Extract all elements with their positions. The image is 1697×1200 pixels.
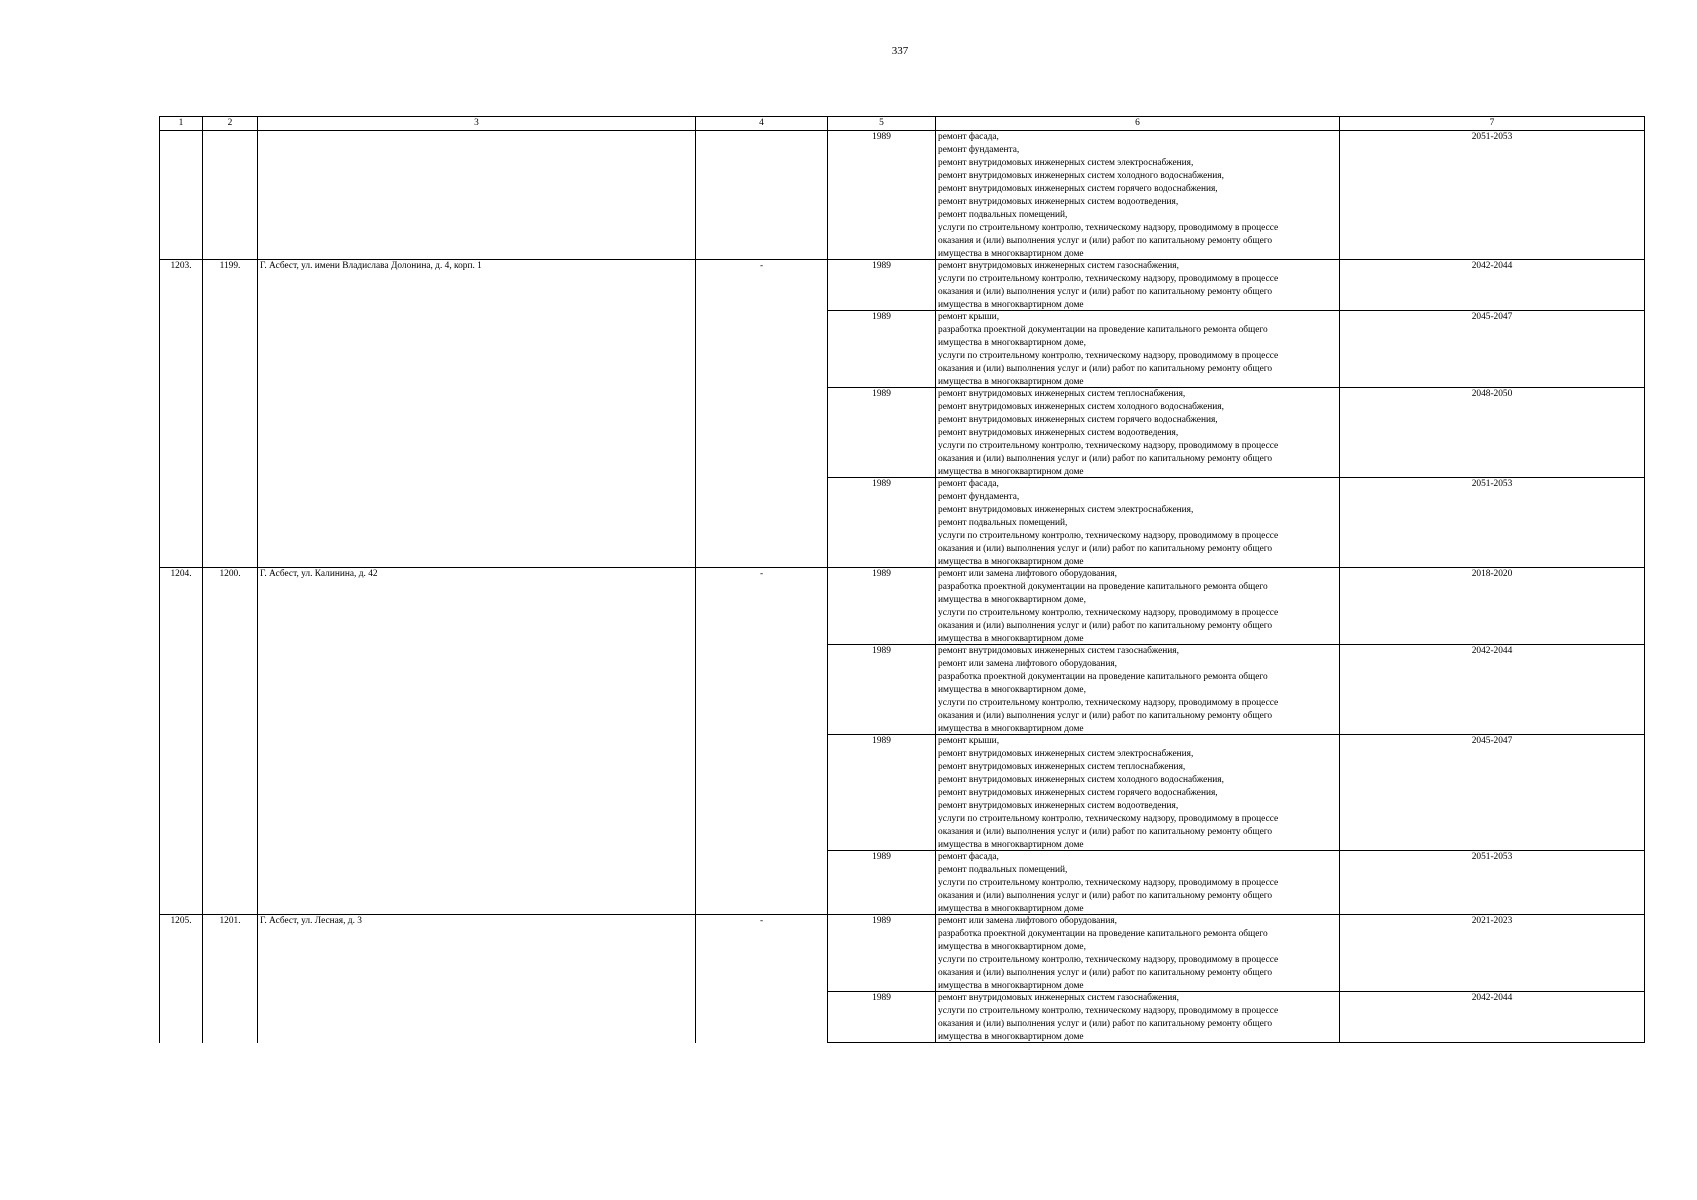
period-cell: 2018-2020	[1340, 568, 1645, 645]
work-item: ремонт внутридомовых инженерных систем холодного водоснабжения,	[938, 171, 1224, 181]
works-cell	[936, 131, 1340, 260]
works-cell	[936, 388, 1340, 478]
period-cell: 2051-2053	[1340, 478, 1645, 568]
work-item: ремонт фасада,	[938, 852, 999, 862]
house-id-cell	[203, 735, 258, 851]
year-cell: 1989	[828, 915, 936, 992]
work-item: имущества в многоквартирном доме,	[938, 685, 1086, 695]
work-item: имущества в многоквартирном доме	[938, 249, 1084, 259]
work-item: ремонт фасада,	[938, 132, 999, 142]
work-item: услуги по строительному контролю, техническому надзору, проводимому в процессе	[938, 441, 1279, 451]
work-item: оказания и (или) выполнения услуг и (или) работ по капитальному ремонту общего	[938, 1019, 1273, 1029]
year-cell: 1989	[828, 260, 936, 311]
work-item: имущества в многоквартирном доме	[938, 1032, 1084, 1042]
work-item: имущества в многоквартирном доме	[938, 981, 1084, 991]
work-item: разработка проектной документации на проведение капитального ремонта общего	[938, 672, 1268, 682]
address-cell	[258, 992, 696, 1043]
work-item: оказания и (или) выполнения услуг и (или) работ по капитальному ремонту общего	[938, 891, 1273, 901]
work-item: услуги по строительному контролю, техническому надзору, проводимому в процессе	[938, 223, 1279, 233]
work-item: услуги по строительному контролю, техническому надзору, проводимому в процессе	[938, 1006, 1279, 1016]
address-cell	[258, 311, 696, 388]
work-item: разработка проектной документации на проведение капитального ремонта общего	[938, 325, 1268, 335]
row-number-cell: 1205.	[160, 915, 203, 992]
works-cell	[936, 992, 1340, 1043]
house-id-cell: 1199.	[203, 260, 258, 311]
house-id-cell	[203, 131, 258, 260]
work-item: ремонт подвальных помещений,	[938, 210, 1068, 220]
table-body	[160, 131, 1645, 1043]
work-item: ремонт внутридомовых инженерных систем теплоснабжения,	[938, 762, 1186, 772]
work-item: разработка проектной документации на проведение капитального ремонта общего	[938, 582, 1268, 592]
table-row	[160, 992, 1645, 1043]
work-item: ремонт внутридомовых инженерных систем теплоснабжения,	[938, 389, 1186, 399]
capital-repair-table	[159, 116, 1645, 1043]
house-id-cell	[203, 311, 258, 388]
work-item: ремонт крыши,	[938, 312, 1000, 322]
house-id-cell	[203, 851, 258, 915]
period-cell: 2042-2044	[1340, 992, 1645, 1043]
period-cell: 2042-2044	[1340, 260, 1645, 311]
header-row	[160, 117, 1645, 131]
col4-cell	[696, 645, 828, 735]
work-item: оказания и (или) выполнения услуг и (или) работ по капитальному ремонту общего	[938, 364, 1273, 374]
table-row	[160, 851, 1645, 915]
work-item: имущества в многоквартирном доме	[938, 557, 1084, 567]
work-item: ремонт фасада,	[938, 479, 999, 489]
header-col-3: 3	[258, 117, 696, 131]
table-row	[160, 388, 1645, 478]
period-cell: 2045-2047	[1340, 311, 1645, 388]
table-row	[160, 735, 1645, 851]
work-item: ремонт или замена лифтового оборудования,	[938, 569, 1118, 579]
header-col-5: 5	[828, 117, 936, 131]
work-item: ремонт внутридомовых инженерных систем электроснабжения,	[938, 749, 1194, 759]
header-col-2: 2	[203, 117, 258, 131]
work-item: ремонт фундамента,	[938, 145, 1020, 155]
work-item: имущества в многоквартирном доме	[938, 724, 1084, 734]
work-item: ремонт внутридомовых инженерных систем электроснабжения,	[938, 505, 1194, 515]
table-row	[160, 568, 1645, 645]
work-item: ремонт крыши,	[938, 736, 1000, 746]
year-cell: 1989	[828, 388, 936, 478]
works-cell	[936, 311, 1340, 388]
house-id-cell	[203, 478, 258, 568]
year-cell: 1989	[828, 478, 936, 568]
house-id-cell	[203, 992, 258, 1043]
work-item: услуги по строительному контролю, техническому надзору, проводимому в процессе	[938, 351, 1279, 361]
work-item: имущества в многоквартирном доме,	[938, 338, 1086, 348]
row-number-cell	[160, 992, 203, 1043]
work-item: услуги по строительному контролю, техническому надзору, проводимому в процессе	[938, 698, 1279, 708]
col4-cell: -	[696, 915, 828, 992]
page-number: 337	[891, 45, 909, 57]
work-item: ремонт или замена лифтового оборудования,	[938, 659, 1118, 669]
col4-cell	[696, 478, 828, 568]
work-item: оказания и (или) выполнения услуг и (или) работ по капитальному ремонту общего	[938, 621, 1273, 631]
work-item: ремонт внутридомовых инженерных систем холодного водоснабжения,	[938, 402, 1224, 412]
col4-cell: -	[696, 260, 828, 311]
address-cell	[258, 388, 696, 478]
table-row	[160, 645, 1645, 735]
work-item: разработка проектной документации на проведение капитального ремонта общего	[938, 929, 1268, 939]
year-cell: 1989	[828, 131, 936, 260]
work-item: ремонт внутридомовых инженерных систем водоотведения,	[938, 197, 1179, 207]
table-row	[160, 478, 1645, 568]
address-cell	[258, 735, 696, 851]
work-item: ремонт фундамента,	[938, 492, 1020, 502]
works-cell	[936, 915, 1340, 992]
works-cell	[936, 260, 1340, 311]
work-item: оказания и (или) выполнения услуг и (или) работ по капитальному ремонту общего	[938, 711, 1273, 721]
col4-cell	[696, 992, 828, 1043]
row-number-cell	[160, 311, 203, 388]
address-cell	[258, 478, 696, 568]
table-row	[160, 260, 1645, 311]
work-item: ремонт внутридомовых инженерных систем газоснабжения,	[938, 993, 1179, 1003]
header-col-1: 1	[160, 117, 203, 131]
work-item: ремонт подвальных помещений,	[938, 865, 1068, 875]
period-cell: 2051-2053	[1340, 851, 1645, 915]
work-item: ремонт внутридомовых инженерных систем водоотведения,	[938, 801, 1179, 811]
house-id-cell	[203, 645, 258, 735]
work-item: ремонт внутридомовых инженерных систем водоотведения,	[938, 428, 1179, 438]
row-number-cell	[160, 478, 203, 568]
year-cell: 1989	[828, 735, 936, 851]
row-number-cell	[160, 735, 203, 851]
year-cell: 1989	[828, 311, 936, 388]
work-item: имущества в многоквартирном доме	[938, 467, 1084, 477]
work-item: ремонт или замена лифтового оборудования,	[938, 916, 1118, 926]
work-item: услуги по строительному контролю, техническому надзору, проводимому в процессе	[938, 878, 1279, 888]
work-item: имущества в многоквартирном доме	[938, 300, 1084, 310]
work-item: ремонт внутридомовых инженерных систем горячего водоснабжения,	[938, 184, 1218, 194]
work-item: ремонт внутридомовых инженерных систем холодного водоснабжения,	[938, 775, 1224, 785]
work-item: ремонт внутридомовых инженерных систем газоснабжения,	[938, 261, 1179, 271]
table-row	[160, 915, 1645, 992]
row-number-cell: 1204.	[160, 568, 203, 645]
work-item: имущества в многоквартирном доме	[938, 377, 1084, 387]
address-cell	[258, 851, 696, 915]
col4-cell	[696, 388, 828, 478]
works-cell	[936, 478, 1340, 568]
works-cell	[936, 645, 1340, 735]
work-item: оказания и (или) выполнения услуг и (или) работ по капитальному ремонту общего	[938, 968, 1273, 978]
year-cell: 1989	[828, 645, 936, 735]
period-cell: 2051-2053	[1340, 131, 1645, 260]
work-item: ремонт внутридомовых инженерных систем горячего водоснабжения,	[938, 415, 1218, 425]
work-item: оказания и (или) выполнения услуг и (или) работ по капитальному ремонту общего	[938, 236, 1273, 246]
address-cell: Г. Асбест, ул. имени Владислава Долонина, д. 4, корп. 1	[258, 260, 696, 311]
work-item: имущества в многоквартирном доме	[938, 904, 1084, 914]
work-item: имущества в многоквартирном доме,	[938, 595, 1086, 605]
house-id-cell: 1200.	[203, 568, 258, 645]
year-cell: 1989	[828, 851, 936, 915]
period-cell: 2045-2047	[1340, 735, 1645, 851]
year-cell: 1989	[828, 992, 936, 1043]
work-item: ремонт внутридомовых инженерных систем электроснабжения,	[938, 158, 1194, 168]
house-id-cell: 1201.	[203, 915, 258, 992]
row-number-cell	[160, 388, 203, 478]
work-item: имущества в многоквартирном доме	[938, 840, 1084, 850]
work-item: услуги по строительному контролю, техническому надзору, проводимому в процессе	[938, 608, 1279, 618]
work-item: оказания и (или) выполнения услуг и (или) работ по капитальному ремонту общего	[938, 287, 1273, 297]
work-item: имущества в многоквартирном доме	[938, 634, 1084, 644]
address-cell	[258, 645, 696, 735]
work-item: ремонт подвальных помещений,	[938, 518, 1068, 528]
house-id-cell	[203, 388, 258, 478]
work-item: услуги по строительному контролю, техническому надзору, проводимому в процессе	[938, 814, 1279, 824]
works-cell	[936, 851, 1340, 915]
address-cell	[258, 131, 696, 260]
row-number-cell: 1203.	[160, 260, 203, 311]
col4-cell	[696, 311, 828, 388]
year-cell: 1989	[828, 568, 936, 645]
work-item: оказания и (или) выполнения услуг и (или) работ по капитальному ремонту общего	[938, 454, 1273, 464]
address-cell: Г. Асбест, ул. Лесная, д. 3	[258, 915, 696, 992]
table-row	[160, 131, 1645, 260]
table-row	[160, 311, 1645, 388]
row-number-cell	[160, 131, 203, 260]
col4-cell	[696, 851, 828, 915]
address-cell: Г. Асбест, ул. Калинина, д. 42	[258, 568, 696, 645]
header-col-7: 7	[1340, 117, 1645, 131]
row-number-cell	[160, 645, 203, 735]
work-item: оказания и (или) выполнения услуг и (или) работ по капитальному ремонту общего	[938, 544, 1273, 554]
col4-cell	[696, 131, 828, 260]
col4-cell	[696, 735, 828, 851]
work-item: ремонт внутридомовых инженерных систем газоснабжения,	[938, 646, 1179, 656]
work-item: услуги по строительному контролю, техническому надзору, проводимому в процессе	[938, 274, 1279, 284]
works-cell	[936, 568, 1340, 645]
header-col-6: 6	[936, 117, 1340, 131]
work-item: услуги по строительному контролю, техническому надзору, проводимому в процессе	[938, 531, 1279, 541]
work-item: оказания и (или) выполнения услуг и (или) работ по капитальному ремонту общего	[938, 827, 1273, 837]
work-item: услуги по строительному контролю, техническому надзору, проводимому в процессе	[938, 955, 1279, 965]
works-cell	[936, 735, 1340, 851]
work-item: имущества в многоквартирном доме,	[938, 942, 1086, 952]
col4-cell: -	[696, 568, 828, 645]
header-col-4: 4	[696, 117, 828, 131]
row-number-cell	[160, 851, 203, 915]
period-cell: 2048-2050	[1340, 388, 1645, 478]
work-item: ремонт внутридомовых инженерных систем горячего водоснабжения,	[938, 788, 1218, 798]
period-cell: 2021-2023	[1340, 915, 1645, 992]
period-cell: 2042-2044	[1340, 645, 1645, 735]
